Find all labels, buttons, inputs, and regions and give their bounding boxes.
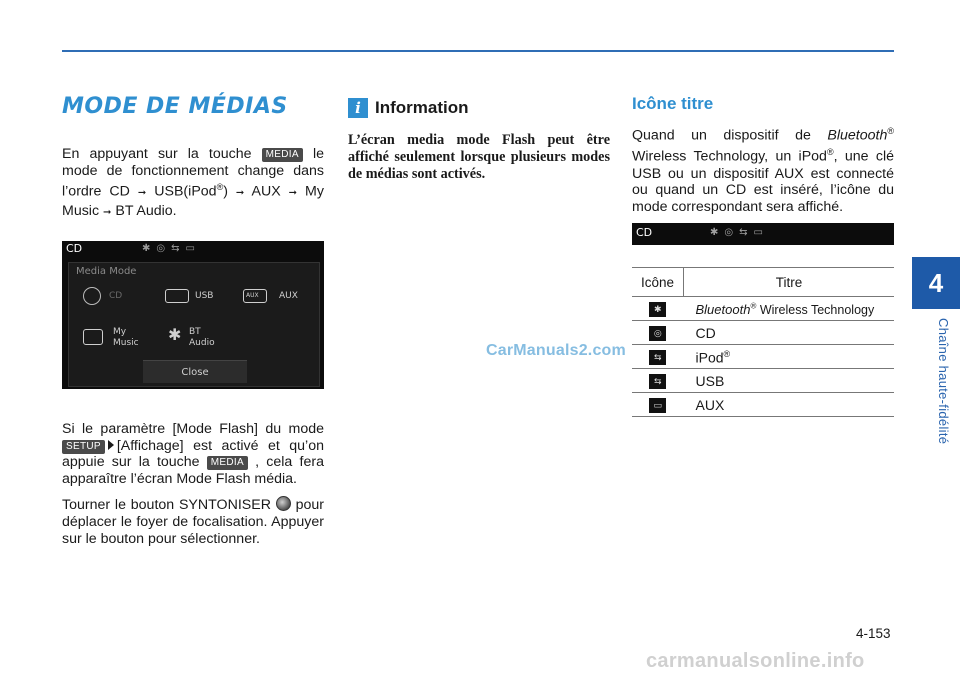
- footer-watermark: carmanualsonline.info: [646, 650, 865, 672]
- table-cell-title: AUX: [684, 393, 895, 417]
- middle-column: [348, 98, 610, 182]
- media-mode-panel: [68, 262, 320, 387]
- intro-paragraph: En appuyant sur la touche MEDIA le mode de fonctionnement change dans l’ordre CD ➞ USB(iPod®) ➞ AUX ➞ My Music ➞ BT Audio.: [62, 146, 324, 219]
- status-strip-icons: ✱◎⇆▭: [710, 227, 769, 239]
- information-header: [348, 98, 610, 118]
- media-mode-screen: [62, 241, 324, 389]
- tune-knob-icon: [276, 496, 291, 511]
- arrow-icon: ➞: [288, 187, 298, 199]
- table-cell-title: Bluetooth® Wireless Technology: [684, 297, 895, 321]
- page-number: 4-153: [856, 626, 891, 641]
- media-option-aux-label: AUX: [279, 291, 298, 302]
- icon-table: [632, 267, 894, 417]
- panel-title: Media Mode: [76, 266, 137, 278]
- usb-icon: [165, 289, 189, 303]
- screen-mode-title: CD: [66, 242, 83, 256]
- cd-icon: [83, 287, 101, 305]
- table-row: [632, 345, 894, 369]
- top-rule: [62, 50, 894, 52]
- cd-icon: ◎: [649, 326, 666, 341]
- section-title: MODE DE MÉDIAS: [62, 94, 288, 119]
- arrow-icon: ➞: [235, 187, 245, 199]
- status-icons: ✱◎⇆▭: [142, 243, 201, 255]
- media-option-usb-label: USB: [195, 291, 214, 302]
- arrow-icon: ➞: [137, 187, 147, 199]
- chapter-label: Chaîne haute-fidélité: [936, 318, 951, 445]
- status-strip-screen: [632, 223, 894, 245]
- media-option-bt-label-2: Audio: [189, 338, 215, 349]
- table-cell-title: CD: [684, 321, 895, 345]
- media-option-cd-label: CD: [109, 291, 123, 302]
- watermark: CarManuals2.com: [486, 342, 626, 359]
- aux-icon: ▭: [649, 398, 666, 413]
- close-button[interactable]: Close: [143, 360, 247, 383]
- aux-icon-text: AUX: [246, 292, 259, 300]
- setup-key-icon: SETUP: [62, 440, 105, 454]
- flash-mode-paragraph: Si le paramètre [Mode Flash] du mode SETUP [Affichage] est activé et qu’on appuie sur la touche MEDIA , cela fera apparaître l’écran Mode Flash média.: [62, 421, 324, 487]
- column-header-title: Titre: [684, 268, 895, 297]
- usb-icon: ⇆: [649, 374, 666, 389]
- table-cell-title: USB: [684, 369, 895, 393]
- right-column: [632, 94, 894, 417]
- triangle-right-icon: [108, 440, 114, 450]
- screen-status-bar: [62, 241, 324, 257]
- icon-title-heading: Icône titre: [632, 94, 714, 113]
- table-cell-title: iPod®: [684, 345, 895, 369]
- status-strip-title: CD: [636, 226, 653, 240]
- table-row: [632, 393, 894, 417]
- column-header-icon: Icône: [632, 268, 684, 297]
- table-header-row: [632, 268, 894, 297]
- table-row: [632, 297, 894, 321]
- info-icon: i: [348, 98, 368, 118]
- icon-title-paragraph: Quand un dispositif de Bluetooth® Wireless Technology, un iPod®, une clé USB ou un dispositif AUX est connecté ou quand un CD est inséré, l’icône du mode correspondant sera affiché.: [632, 126, 894, 215]
- left-column: [62, 94, 324, 547]
- chapter-tab: 4: [912, 257, 960, 309]
- bluetooth-icon: ✱: [649, 302, 666, 317]
- table-row: [632, 321, 894, 345]
- media-option-my-music-label-2: Music: [113, 338, 139, 349]
- information-text: L’écran media mode Flash peut être affiché seulement lorsque plusieurs modes de médias sont activés.: [348, 132, 610, 182]
- table-row: [632, 369, 894, 393]
- ipod-icon: ⇆: [649, 350, 666, 365]
- arrow-icon: ➞: [103, 206, 112, 218]
- media-key-icon: MEDIA: [207, 456, 248, 470]
- information-title: Information: [375, 98, 469, 117]
- bluetooth-icon: ✱: [168, 325, 182, 345]
- tune-knob-paragraph: Tourner le bouton SYNTONISER pour déplacer le foyer de focalisation. Appuyer sur le bouton pour sélectionner.: [62, 497, 324, 547]
- media-option-my-music-label-1: My: [113, 327, 127, 338]
- media-option-bt-label-1: BT: [189, 327, 201, 338]
- folder-icon: [83, 329, 103, 345]
- media-key-icon: MEDIA: [262, 148, 303, 162]
